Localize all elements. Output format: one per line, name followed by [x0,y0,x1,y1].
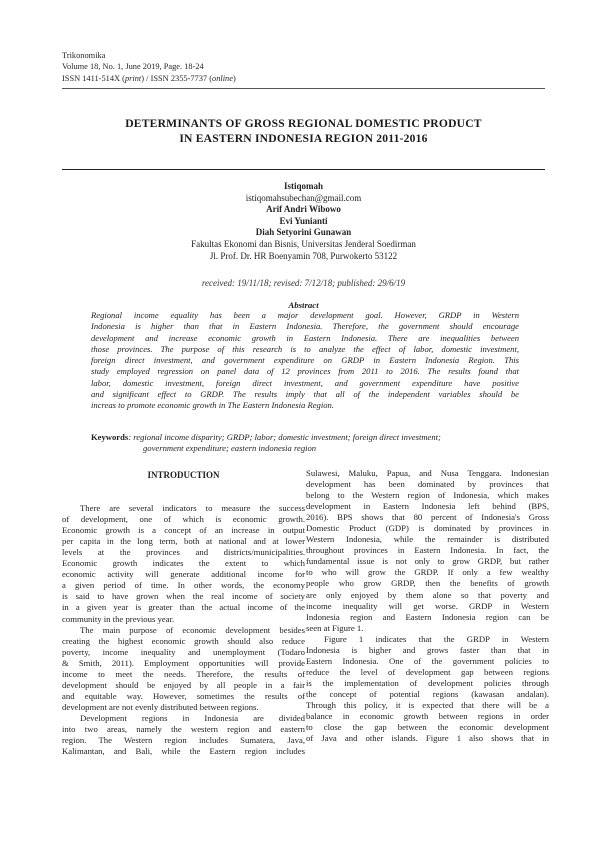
right-column [306,468,549,744]
body-line: & Smith, 2011). Employment opportunities will provide [62,657,305,668]
body-line: per capita in the long term, both at national and at lower [62,536,305,547]
body-line: development has been dominated by provinces that [306,479,549,490]
body-line: reduce the level of development gap between regions [306,666,549,677]
body-line: region. The Western region includes Sumatera, Java, [62,735,305,746]
body-line: is said to have grown when the real income of society [62,591,305,602]
body-line: development in Eastern Indonesia left behind (BPS, [306,501,549,512]
abstract-line: Indonesia is higher than that in Eastern Indonesia. Therefore, the government should encourage [91,321,519,332]
body-line: community in the previous year. [62,613,175,624]
body-line: Western Indonesia, while the remainder is distributed [306,534,549,545]
body-line: Through this policy, it is expected that there will be a [306,699,549,710]
body-line: economic activity will generate additional income for [62,569,305,580]
body-line: balance in economic growth between regions in order [306,711,549,722]
body-line: levels at the provinces and districts/municipalities. [62,547,305,558]
body-line: Figure 1 indicates that the GRDP in Western [324,633,549,644]
author-block [62,181,545,262]
body-line: Kalimantan, and Bali, while the Eastern region includes [62,746,305,757]
body-line: creating the highest economic growth should also reduce [62,635,305,646]
author-email: istiqomahsubechan@gmail.com [245,192,362,203]
body-line: to who will grow the GRDP. If only a few wealthy [306,567,549,578]
left-column [62,470,305,757]
body-line: a given period of time. In other words, the economy [62,580,305,591]
title-divider [62,169,545,170]
journal-header [62,50,236,84]
keywords-text: : regional income disparity; GRDP; labor; domestic investment; foreign direct investment; [128,432,441,442]
body-line: in a given year is greater than the actual income of the [62,602,305,613]
journal-issn: ISSN 1411-514X (print) / ISSN 2355-7737 (online) [62,73,236,83]
body-line: to close the gap between the economic development [306,722,549,733]
paper-title-line-2: IN EASTERN INDONESIA REGION 2011-2016 [179,132,428,145]
body-line: of development, one of which is economic growth. [62,514,305,525]
body-line: 2016). BPS shows that 80 percent of Indonesia's Gross [306,512,549,523]
abstract-line: those provinces. The purpose of this research is to analyze the effect of labor, domestic investment, [91,343,519,354]
body-line: belong to the Western region of Indonesia, which makes [306,490,549,501]
paper-title-line-1: DETERMINANTS OF GROSS REGIONAL DOMESTIC PRODUCT [125,117,482,130]
body-line: The main purpose of economic development besides [80,624,305,635]
body-line: people who grow GRDP, then the benefits of growth [306,578,549,589]
abstract-line: and significant effect to GRDP. The results imply that all of the independent variables should be [91,389,519,400]
publication-dates: received: 19/11/18; revised: 7/12/18; published: 29/6/19 [201,278,406,288]
abstract-body [91,310,519,412]
abstract-line: labor, domestic investment, foreign direct investment, and government expenditure have positive [91,377,519,388]
body-line: poverty, income inequality and unemployment (Todaro [62,646,305,657]
body-line: are only enjoyed by them alone so that poverty and [306,589,549,600]
abstract-line: Regional income equality has been a major development goal. However, GRDP in Western [91,310,519,320]
body-line: Sulawesi, Maluku, Papua, and Nusa Tenggara. Indonesian [306,468,549,478]
header-divider [62,88,545,89]
author-name: Istiqomah [283,181,323,191]
body-line: income to meet the needs. Therefore, the results of [62,668,305,679]
body-line: Economic growth indicates the extent to which [62,558,305,569]
abstract-line: study employed regression on panel data of 12 provinces from 2011 to 2016. The results found that [91,366,519,377]
abstract-line: development and increase economic growth in Eastern Indonesia. There are inequalities between [91,332,519,343]
keywords-label: Keywords [91,432,129,442]
body-line: throughout provinces in Eastern Indonesia. In fact, the [306,545,549,556]
body-line: Eastern Indonesia. One of the government policies to [306,655,549,666]
body-line: development should be enjoyed by all people in a fair [62,679,305,690]
abstract-line: foreign direct investment, and government expenditure on GRDP in Eastern Indonesia Region. This [91,355,519,366]
body-line: Indonesia is higher and grows faster than that in [306,644,549,655]
author-name: Diah Setyorini Gunawan [255,227,352,238]
journal-volume: Volume 18, No. 1, June 2019, Page. 18-24 [62,62,204,72]
body-line: Economic growth is a concept of an increase in output [62,525,305,536]
author-affiliation: Fakultas Ekonomi dan Bisnis, Universitas Jenderal Soedirman [191,238,416,249]
abstract-line: increas to promote economic growth in The Eastern Indonesia Region. [91,400,334,411]
section-heading: INTRODUCTION [147,470,220,480]
body-line: Development regions in Indonesia are divided [80,712,305,723]
body-line: is the implementation of development policies through [306,677,549,688]
author-name: Arif Andri Wibowo [266,204,341,215]
journal-name: Trikonomika [62,51,106,60]
body-line: of Java and other islands. Figure 1 also shows that in [306,733,549,744]
body-line: income inequality will get worse. GRDP in Western [306,600,549,611]
body-line: development are not evenly distributed between regions. [62,701,259,712]
author-name: Evi Yunianti [279,215,328,226]
body-line: Indonesia region and Eastern Indonesia region can be [306,611,549,622]
keywords-text: government expenditure; eastern indonesia region [143,443,317,454]
keywords-block [91,432,551,455]
paper-title [62,116,545,146]
abstract-heading: Abstract [288,300,319,310]
body-line: Domestic Product (GDP) is dominated by provinces in [306,523,549,534]
author-address: Jl. Prof. Dr. HR Boenyamin 708, Purwokerto 53122 [209,250,398,261]
body-line: the concept of potential regions (kawasan andalan). [306,688,549,699]
body-line: fundamental issue is not only to grow GRDP, but rather [306,556,549,567]
body-line: There are several indicators to measure the success [80,503,305,514]
body-line: seen at Figure 1. [306,622,364,633]
body-line: and equitable way. However, sometimes the results of [62,690,305,701]
body-line: into two areas, namely the western region and eastern [62,723,305,734]
